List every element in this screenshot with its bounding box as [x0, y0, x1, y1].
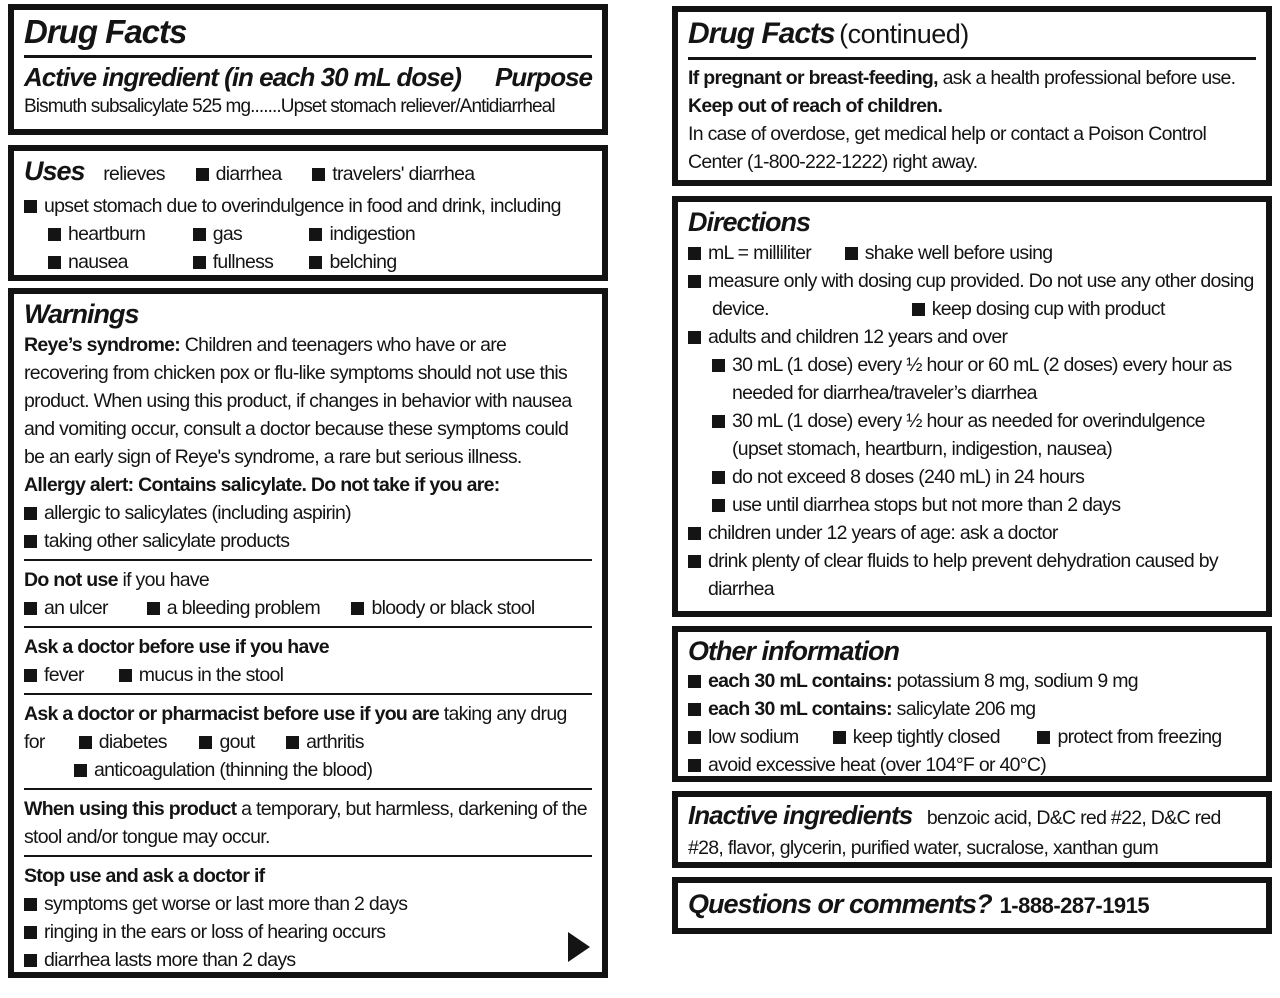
bullet-icon — [712, 359, 725, 372]
ask-pharmacist-bullet-item: diabetes — [79, 728, 195, 756]
bullet-icon — [24, 669, 37, 682]
directions-bullet-item: shake well before using — [845, 242, 1053, 264]
uses-box — [8, 145, 608, 281]
ask-doctor-line: Ask a doctor before use if you have — [24, 636, 329, 658]
bullet-icon — [1037, 731, 1050, 744]
bullet-icon — [712, 471, 725, 484]
bullet-icon — [712, 499, 725, 512]
inactive-ingredients-heading: Inactive ingredients — [688, 800, 913, 830]
purpose-heading: Purpose — [494, 62, 592, 92]
directions-bullet-item: measure only with dosing cup provided. Do not use any other dosing — [688, 267, 1256, 295]
bullet-icon — [147, 602, 160, 615]
bullet-icon — [79, 736, 92, 749]
keep-out-of-reach-line: Keep out of reach of children. — [688, 95, 943, 117]
warnings-heading: Warnings — [24, 299, 139, 329]
continuation-arrow-icon — [568, 932, 590, 962]
uses-bullet-item: diarrhea — [196, 163, 282, 185]
directions-bullet-item: adults and children 12 years and over — [688, 323, 1256, 351]
ask-pharmacist-bullet-item: gout — [199, 728, 281, 756]
warnings-box — [8, 288, 608, 978]
bullet-icon — [688, 731, 701, 744]
active-ingredient-row: Bismuth subsalicylate 525 mg.......Upset stomach reliever/Antidiarrheal — [24, 96, 555, 117]
inactive-ingredients-box — [672, 791, 1272, 868]
bullet-icon — [24, 926, 37, 939]
bullet-icon — [309, 256, 322, 269]
divider — [24, 788, 592, 790]
bullet-icon — [286, 736, 299, 749]
do-not-use-bullet-item: a bleeding problem — [147, 594, 347, 622]
bullet-icon — [688, 527, 701, 540]
directions-measure-continued: device. — [712, 298, 769, 320]
bullet-icon — [24, 535, 37, 548]
divider — [24, 559, 592, 561]
bullet-icon — [688, 675, 701, 688]
bullet-icon — [845, 247, 858, 260]
other-info-bullet-item: each 30 mL contains: potassium 8 mg, sodium 9 mg — [688, 667, 1256, 695]
bullet-icon — [688, 247, 701, 260]
bullet-icon — [48, 228, 61, 241]
bullet-icon — [833, 731, 846, 744]
directions-box — [672, 196, 1272, 617]
bullet-icon — [193, 256, 206, 269]
other-information-heading: Other information — [688, 636, 899, 666]
drug-facts-continued-title: Drug Facts — [688, 17, 835, 50]
bullet-icon — [688, 759, 701, 772]
drug-facts-continued-box — [672, 6, 1272, 186]
directions-sub-bullet-item: 30 mL (1 dose) every ½ hour as needed for overindulgence — [688, 407, 1256, 435]
uses-bullet-item: indigestion — [309, 223, 415, 245]
uses-heading: Uses — [24, 156, 85, 186]
bullet-icon — [912, 303, 925, 316]
ask-doctor-bullet-item: mucus in the stool — [119, 664, 284, 686]
divider — [24, 626, 592, 628]
bullet-icon — [24, 200, 37, 213]
bullet-icon — [24, 602, 37, 615]
overdose-paragraph: In case of overdose, get medical help or contact a Poison Control Center (1-800-222-1222) right away. — [688, 123, 1207, 173]
bullet-icon — [688, 703, 701, 716]
allergy-alert-line: Allergy alert: Contains salicylate. Do not take if you are: — [24, 474, 500, 496]
bullet-icon — [196, 168, 209, 181]
directions-sub-bullet-item: do not exceed 8 doses (240 mL) in 24 hours — [688, 463, 1256, 491]
bullet-icon — [24, 507, 37, 520]
directions-sub-bullet-continued: (upset stomach, heartburn, indigestion, nausea) — [732, 438, 1113, 460]
divider — [24, 693, 592, 695]
uses-relieves-label: relieves — [103, 163, 165, 185]
continued-label: (continued) — [839, 19, 969, 49]
uses-bullet-item: nausea — [48, 248, 188, 276]
pregnant-line: If pregnant or breast-feeding, ask a health professional before use. — [688, 67, 1236, 89]
other-info-bullet-item: each 30 mL contains: salicylate 206 mg — [688, 695, 1256, 723]
ask-pharmacist-bullet-item: anticoagulation (thinning the blood) — [24, 756, 592, 784]
bullet-icon — [688, 275, 701, 288]
bullet-icon — [119, 669, 132, 682]
drug-facts-header-box — [8, 4, 608, 135]
bullet-icon — [312, 168, 325, 181]
directions-sub-bullet-item: use until diarrhea stops but not more than 2 days — [688, 491, 1256, 519]
do-not-use-line: Do not use if you have — [24, 569, 210, 591]
allergy-bullet-item: taking other salicylate products — [24, 527, 592, 555]
directions-heading: Directions — [688, 207, 811, 237]
other-info-bullet-item: low sodium — [688, 723, 828, 751]
other-info-bullet-item: keep tightly closed — [833, 723, 1033, 751]
uses-bullet-item: belching — [309, 251, 396, 273]
stop-use-line: Stop use and ask a doctor if — [24, 865, 265, 887]
bullet-icon — [712, 415, 725, 428]
bullet-icon — [199, 736, 212, 749]
do-not-use-bullet-item: bloody or black stool — [351, 597, 534, 619]
ask-pharmacist-for-label: for — [24, 731, 45, 753]
bullet-icon — [193, 228, 206, 241]
directions-bullet-item: mL = milliliter — [688, 239, 840, 267]
directions-bullet-item: drink plenty of clear fluids to help prevent dehydration caused by — [688, 547, 1256, 575]
ask-pharmacist-line: Ask a doctor or pharmacist before use if you are taking any drug — [24, 703, 567, 725]
stop-use-bullet-item: diarrhea lasts more than 2 days — [24, 946, 592, 974]
directions-bullet-item: keep dosing cup with product — [912, 298, 1165, 320]
divider — [24, 855, 592, 857]
divider — [688, 57, 1256, 60]
stop-use-bullet-item: symptoms get worse or last more than 2 days — [24, 890, 592, 918]
uses-bullet-item: gas — [193, 220, 305, 248]
questions-heading: Questions or comments? — [688, 889, 992, 919]
directions-bullet-item: children under 12 years of age: ask a doctor — [688, 519, 1256, 547]
bullet-icon — [48, 256, 61, 269]
when-using-paragraph: When using this product a temporary, but harmless, darkening of the stool and/or tongue may occur. — [24, 798, 587, 848]
bullet-icon — [74, 764, 87, 777]
inactive-ingredients-text: benzoic acid, D&C red #22, D&C red #28, flavor, glycerin, purified water, sucralose, xanthan gum — [688, 807, 1221, 859]
stop-use-bullet-item: ringing in the ears or loss of hearing occurs — [24, 918, 592, 946]
uses-bullet-item: fullness — [193, 248, 305, 276]
bullet-icon — [24, 954, 37, 967]
allergy-bullet-item: allergic to salicylates (including aspirin) — [24, 499, 592, 527]
bullet-icon — [688, 555, 701, 568]
questions-phone-number: 1-888-287-1915 — [999, 893, 1150, 918]
other-info-bullet-item: avoid excessive heat (over 104°F or 40°C) — [688, 751, 1256, 779]
bullet-icon — [24, 898, 37, 911]
uses-bullet-item: travelers' diarrhea — [312, 163, 474, 185]
bullet-icon — [688, 331, 701, 344]
ask-pharmacist-bullet-item: arthritis — [286, 731, 364, 753]
other-information-box — [672, 626, 1272, 782]
uses-bullet-item: heartburn — [48, 220, 188, 248]
do-not-use-bullet-item: an ulcer — [24, 594, 142, 622]
directions-bullet-continued: diarrhea — [708, 578, 774, 600]
bullet-icon — [309, 228, 322, 241]
reyes-syndrome-paragraph: Reye’s syndrome: Children and teenagers who have or are recovering from chicken pox or flu-like symptoms should not use this product. When using this product, if changes in behavior with nausea and vomiting occur, consult a doctor because these symptoms could be an early sign of Reye's syndrome, a rare but serious illness. — [24, 334, 572, 468]
questions-box — [672, 877, 1272, 934]
drug-facts-title: Drug Facts — [24, 13, 187, 50]
active-ingredient-heading: Active ingredient (in each 30 mL dose) — [24, 62, 461, 92]
divider — [24, 55, 592, 58]
other-info-bullet-item: protect from freezing — [1037, 726, 1221, 748]
uses-bullet-item: upset stomach due to overindulgence in food and drink, including — [24, 192, 592, 220]
directions-sub-bullet-item: 30 mL (1 dose) every ½ hour or 60 mL (2 doses) every hour as — [688, 351, 1256, 379]
directions-sub-bullet-continued: needed for diarrhea/traveler’s diarrhea — [732, 382, 1037, 404]
ask-doctor-bullet-item: fever — [24, 661, 114, 689]
bullet-icon — [351, 602, 364, 615]
